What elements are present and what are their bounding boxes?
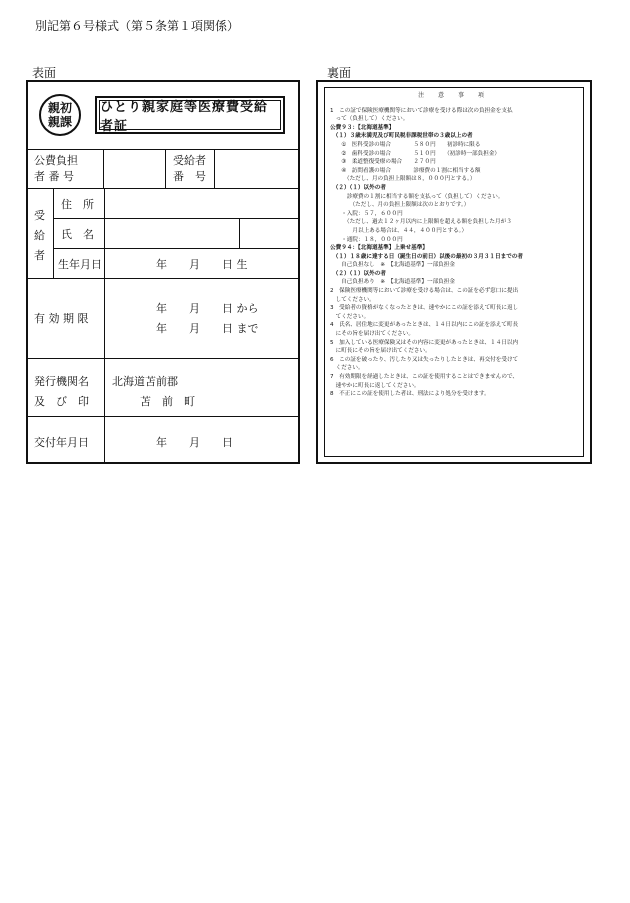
certificate-title: ひとり親家庭等医療費受給者証: [99, 100, 281, 130]
payer-number-label: 公費負担 者 番 号: [34, 154, 78, 183]
divider: [28, 188, 298, 189]
divider: [28, 149, 298, 150]
note-line: 公費９４：【北海道基準】上乗せ基準】: [330, 245, 428, 252]
note-line: 1 この証で保険医療機関等において診療を受ける際は次の負担金を支払: [330, 107, 513, 114]
note-line: （ただし、過去１２ヶ月以内に上限額を超える額を負担した月が３: [330, 219, 512, 226]
dob-value: 年 月 日 生: [156, 258, 248, 271]
validity-to: 年 月 日 まで: [156, 322, 259, 335]
note-line: （２）（１）以外の者: [330, 270, 386, 277]
issue-date-label: 交付年月日: [34, 436, 89, 449]
issue-date-value: 年 月 日: [156, 436, 233, 449]
note-line: ・入院：５７，６００円: [330, 210, 403, 217]
note-line: 4 氏名、居住地に変更があったときは、１４日以内にこの証を添えて町長: [330, 322, 519, 329]
note-line: 診療費の１割に相当する額を支払って（負担して）ください。: [330, 193, 504, 200]
divider: [28, 278, 298, 279]
note-line: てください。: [330, 313, 370, 320]
note-line: ① 医科受診の場合 ５８０円 初診時に限る: [330, 141, 481, 148]
recipient-number-label: 受給者 番 号: [173, 154, 206, 183]
dob-label: 生年月日: [58, 258, 102, 271]
notes-lines: [330, 107, 578, 399]
note-line: （ただし、月の負担上限額は次のとおりです。）: [330, 202, 470, 209]
divider: [165, 149, 166, 188]
notes-title: 注 意 事 項: [418, 92, 490, 99]
department-badge: [39, 94, 81, 136]
note-line: に町長にその旨を届け出てください。: [330, 348, 431, 355]
note-line: 6 この証を破ったり、汚したり又は失ったりしたときは、再交付を受けて: [330, 356, 519, 363]
note-line: 3 受給者の資格がなくなったときは、速やかにこの証を添えて町長に返し: [330, 305, 519, 312]
recipient-vertical-label: 受 給 者: [34, 209, 45, 262]
divider: [28, 416, 298, 417]
certificate-title-box: [95, 96, 285, 134]
note-line: ・通院：１８，０００円: [330, 236, 403, 243]
address-label: 住 所: [61, 198, 94, 211]
divider: [104, 188, 105, 278]
note-line: って（負担して）ください。: [330, 116, 409, 123]
note-line: してください。: [330, 296, 375, 303]
note-line: （１）３歳未満児及び町民税非課税世帯の３歳以上の者: [330, 133, 473, 140]
note-line: 速やかに町長に返してください。: [330, 382, 420, 389]
divider: [53, 188, 54, 278]
note-line: 7 有効期限を経過したときは、この証を使用することはできませんので、: [330, 374, 519, 380]
front-side-label: 表面: [32, 66, 57, 80]
note-line: 2 保険医療機関等において診療を受ける場合は、この証を必ず窓口に提出: [330, 288, 519, 295]
certificate-back: [316, 80, 592, 464]
note-line: ③ 柔道整復受療の場合 ２７０円: [330, 159, 436, 166]
issuer-value: 北海道苫前郡 苫 前 町: [112, 375, 195, 408]
note-line: ② 歯科受診の場合 ５１０円 （初診時一部負担金）: [330, 150, 501, 157]
note-line: 自己負担なし ※ 【北海道基準】一部負担金: [330, 262, 455, 269]
divider: [53, 218, 298, 219]
note-line: （ただし、月の負担上限額は８，０００円とする。）: [330, 176, 476, 183]
note-line: 月以上ある場合は、４４，４００円とする。）: [330, 227, 468, 234]
note-line: （２）（１）以外の者: [330, 184, 386, 191]
validity-from: 年 月 日 から: [156, 302, 259, 315]
badge-bottom-text: 親課: [47, 115, 72, 129]
note-line: ください。: [330, 365, 364, 372]
divider: [103, 149, 104, 188]
form-title: 別記第６号様式（第５条第１項関係）: [35, 19, 240, 33]
divider: [53, 248, 298, 249]
back-side-label: 裏面: [327, 66, 352, 80]
issuer-label: 発行機関名 及 び 印: [34, 375, 89, 408]
notes-panel: [324, 87, 584, 457]
note-line: にその旨を届け出てください。: [330, 331, 414, 338]
note-line: 8 不正にこの証を使用した者は、刑法により処分を受けます。: [330, 391, 490, 398]
note-line: 自己負担あり ※ 【北海道基準】一部負担金: [330, 279, 455, 286]
note-line: 5 加入している医療保険又はその内容に変更があったときは、１４日以内: [330, 339, 519, 346]
note-line: （１）１８歳に達する日（誕生日の前日）以後の最初の３月３１日までの者: [330, 253, 523, 260]
note-line: 公費９３：【北海道基準】: [330, 124, 395, 131]
divider: [214, 149, 215, 188]
divider: [104, 278, 105, 464]
divider: [239, 218, 240, 248]
divider: [28, 358, 298, 359]
note-line: ④ 訪問看護の場合 診療費の１割に相当する額: [330, 167, 481, 174]
name-label: 氏 名: [61, 228, 94, 241]
certificate-front: [26, 80, 300, 464]
validity-label: 有 効 期 限: [34, 312, 89, 325]
badge-top-text: 親初: [47, 101, 72, 115]
